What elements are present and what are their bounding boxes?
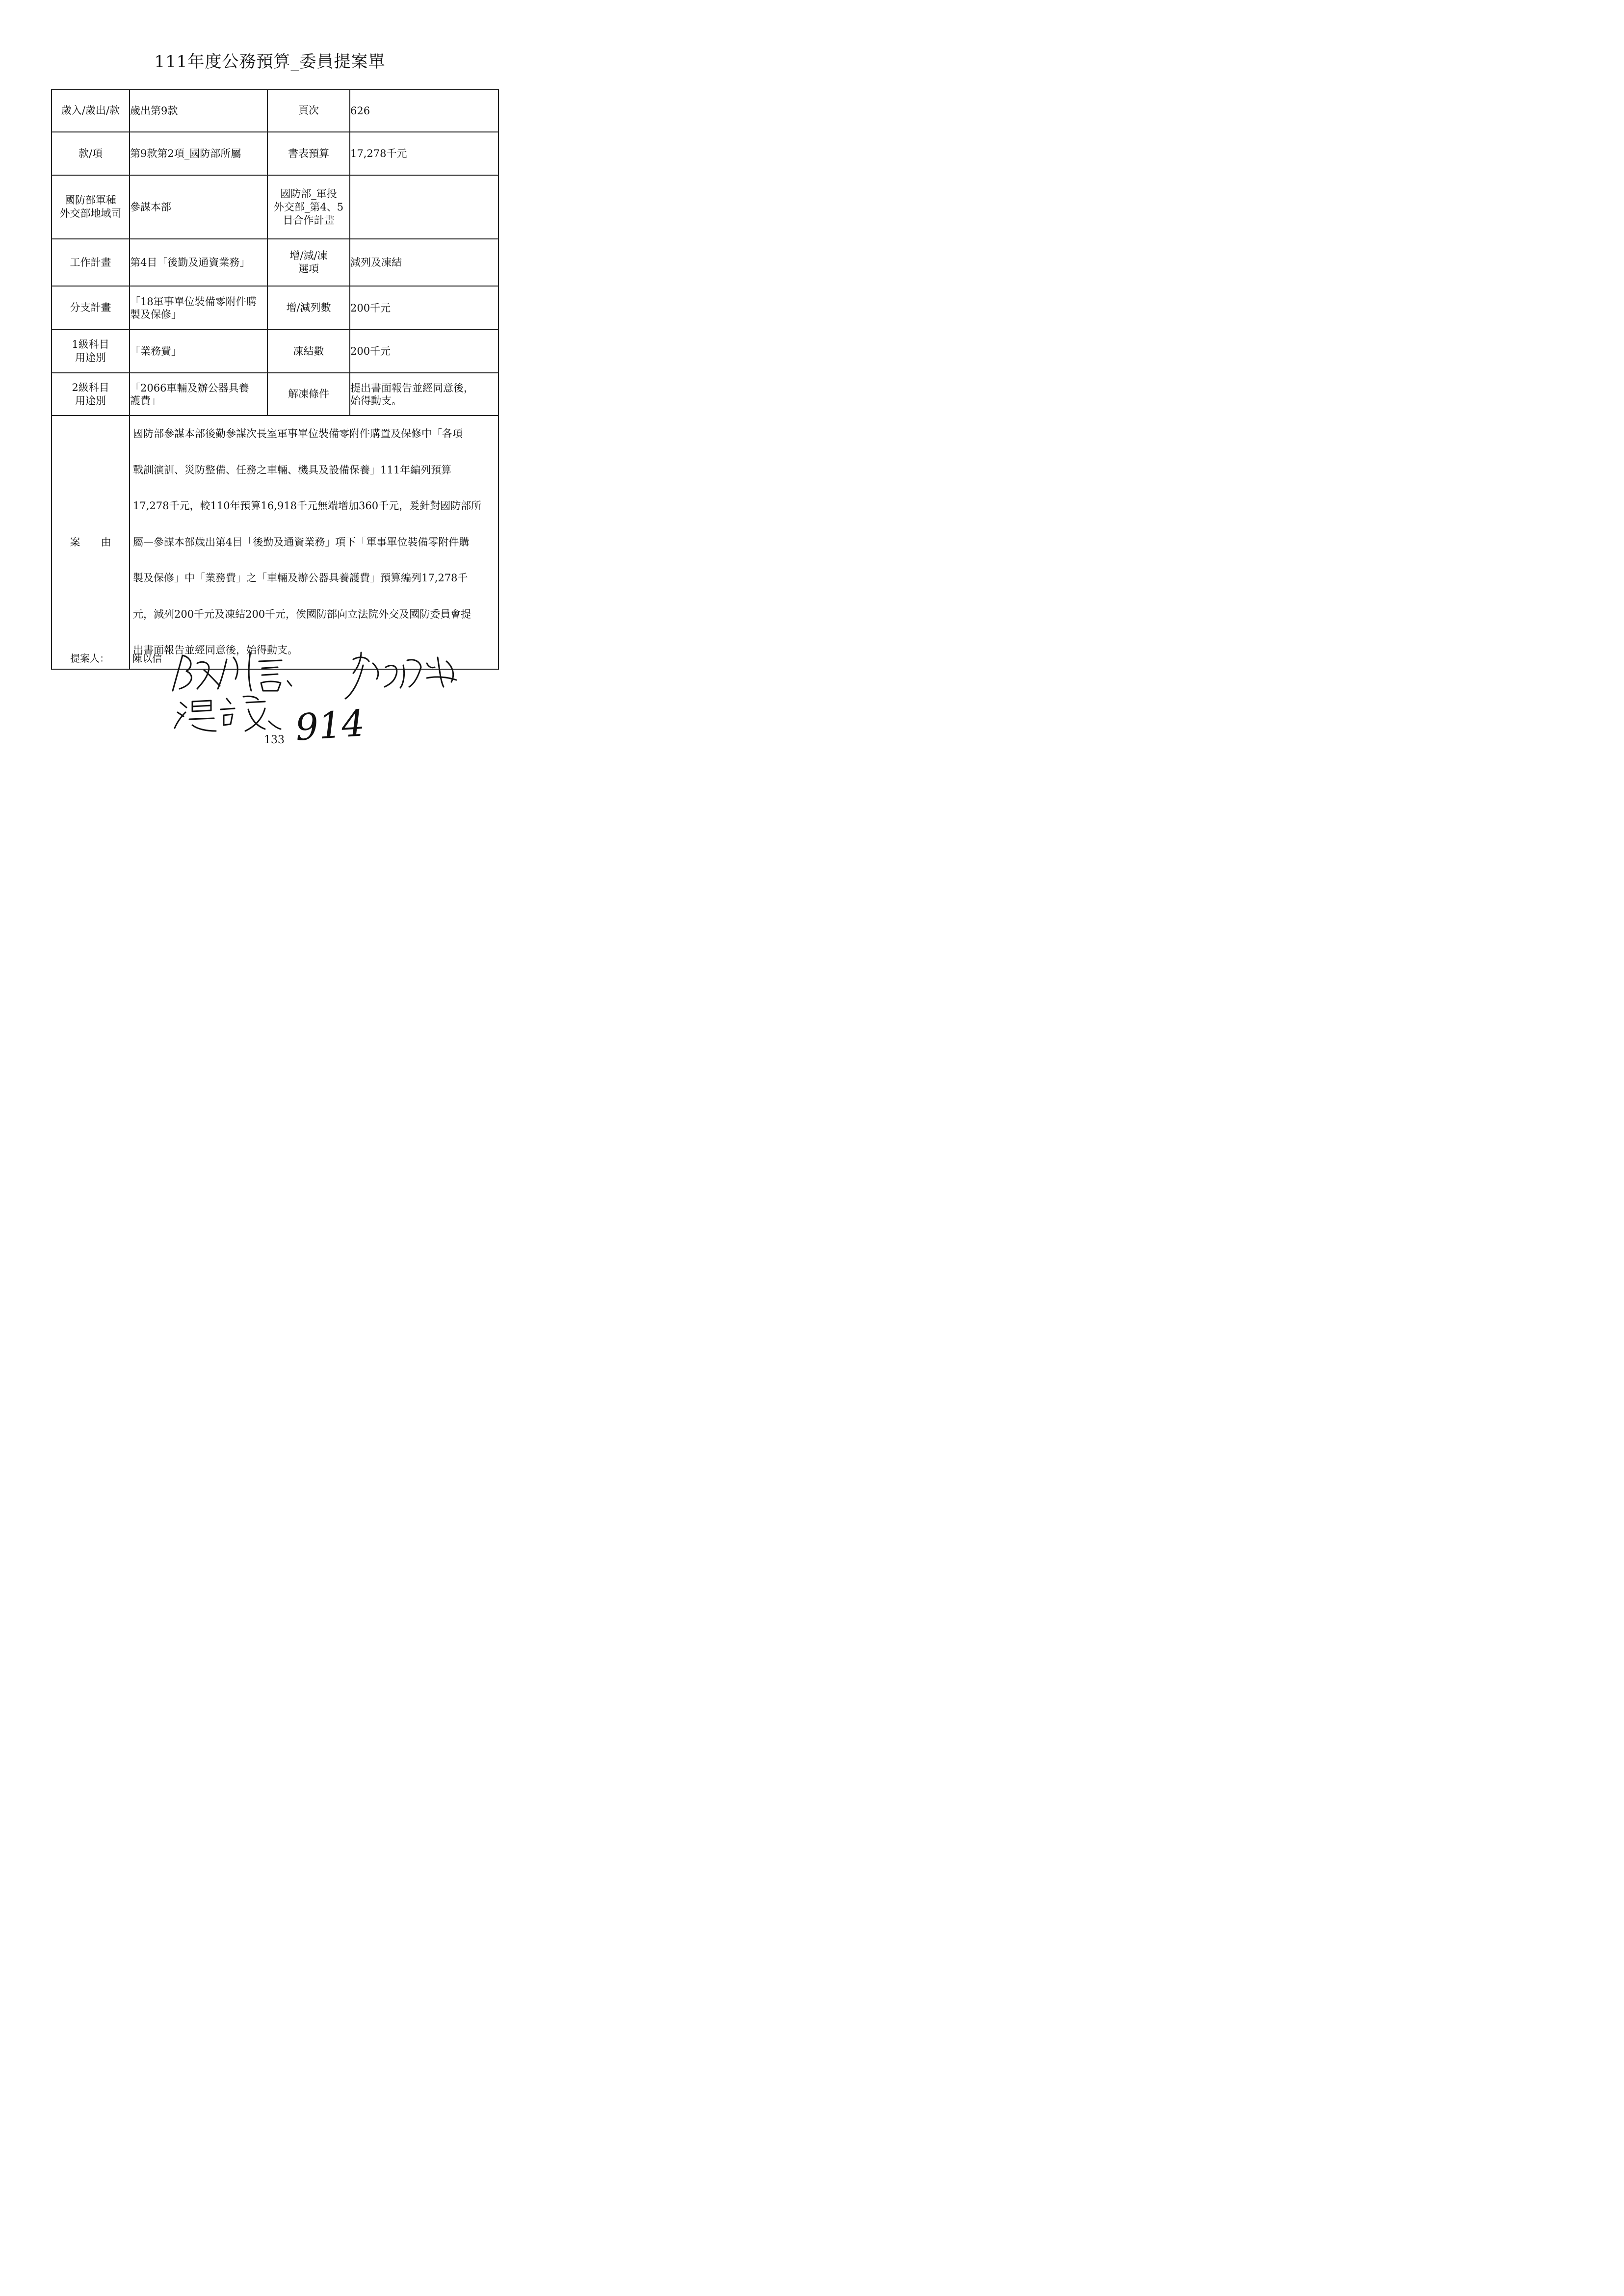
label-agency-line1: 國防部軍種 <box>65 194 116 206</box>
reason-line: 戰訓演訓、災防整備、任務之車輛、機具及設備保養」111年編列預算 <box>133 464 452 476</box>
label-agency-line2: 外交部地域司 <box>59 208 122 219</box>
value-option: 減列及凍結 <box>350 239 498 286</box>
reason-line: 17,278千元，較110年預算16,918千元無端增加360千元，爰針對國防部所 <box>133 500 482 512</box>
value-level2-line1: 「2066車輛及辦公器具養 <box>130 382 249 394</box>
proposer-name: 陳以信 <box>132 652 162 664</box>
label-option-line2: 選項 <box>298 263 319 275</box>
signature-lai-jui-lung <box>345 652 456 699</box>
handwritten-signatures <box>0 0 540 763</box>
label-plan-line3: 目合作計畫 <box>283 214 335 226</box>
label-section: 款/項 <box>52 132 130 175</box>
value-book-budget: 17,278千元 <box>350 132 498 175</box>
reason-line: 屬—參謀本部歲出第4目「後勤及通資業務」項下「軍事單位裝備零附件購 <box>133 536 470 548</box>
value-unfreeze-line1: 提出書面報告並經同意後， <box>350 382 474 394</box>
signature-wen-yu-hsia <box>175 696 281 731</box>
label-plan-line2: 外交部_第4、5 <box>273 201 344 213</box>
proposer-label: 提案人： <box>70 652 109 664</box>
page-number: 133 <box>264 734 285 746</box>
value-budget-type: 歲出第9款 <box>130 89 267 132</box>
value-freeze-amount: 200千元 <box>350 330 498 373</box>
value-work-plan: 第4目「後勤及通資業務」 <box>130 239 267 286</box>
label-level1-line1: 1級科目 <box>72 339 109 350</box>
label-branch-plan: 分支計畫 <box>52 286 130 330</box>
value-branch-plan-line1: 「18軍事單位裝備零附件購 <box>130 295 257 308</box>
handwritten-number: 914 <box>294 702 367 749</box>
value-page: 626 <box>350 89 498 132</box>
value-adjust-amount: 200千元 <box>350 286 498 330</box>
label-option-line1: 增/減/凍 <box>289 250 328 261</box>
reason-line: 製及保修」中「業務費」之「車輛及辦公器具養護費」預算編列17,278千 <box>133 572 468 584</box>
page-title: 111年度公務預算_委員提案單 <box>154 52 386 72</box>
label-book-budget: 書表預算 <box>267 132 350 175</box>
label-level2-line1: 2級科目 <box>72 381 109 393</box>
label-plan-line1: 國防部_軍投 <box>280 187 337 200</box>
label-budget-type: 歲入/歲出/款 <box>52 89 130 132</box>
label-work-plan: 工作計畫 <box>52 239 130 286</box>
label-unfreeze-condition: 解凍條件 <box>267 373 350 416</box>
value-unfreeze-line2: 始得動支。 <box>350 394 402 407</box>
reason-line: 國防部參謀本部後勤參謀次長室軍事單位裝備零附件購置及保修中「各項 <box>133 428 463 440</box>
value-branch-plan-line2: 製及保修」 <box>130 308 182 320</box>
reason-line: 元，減列200千元及凍結200千元，俟國防部向立法院外交及國防委員會提 <box>133 608 471 620</box>
reason-line: 出書面報告並經同意後，始得動支。 <box>133 644 298 656</box>
signature-chen-yi-hsin <box>173 652 291 691</box>
value-agency: 參謀本部 <box>130 175 267 239</box>
label-page: 頁次 <box>267 89 350 132</box>
value-level1-subject: 「業務費」 <box>130 330 267 373</box>
label-level1-line2: 用途別 <box>75 352 106 364</box>
value-level2-line2: 護費」 <box>130 394 161 407</box>
label-level2-line2: 用途別 <box>75 394 106 407</box>
value-section: 第9款第2項_國防部所屬 <box>130 132 267 175</box>
label-freeze-amount: 凍結數 <box>267 330 350 373</box>
label-reason: 案 由 <box>52 416 130 669</box>
label-adjust-amount: 增/減列數 <box>267 286 350 330</box>
